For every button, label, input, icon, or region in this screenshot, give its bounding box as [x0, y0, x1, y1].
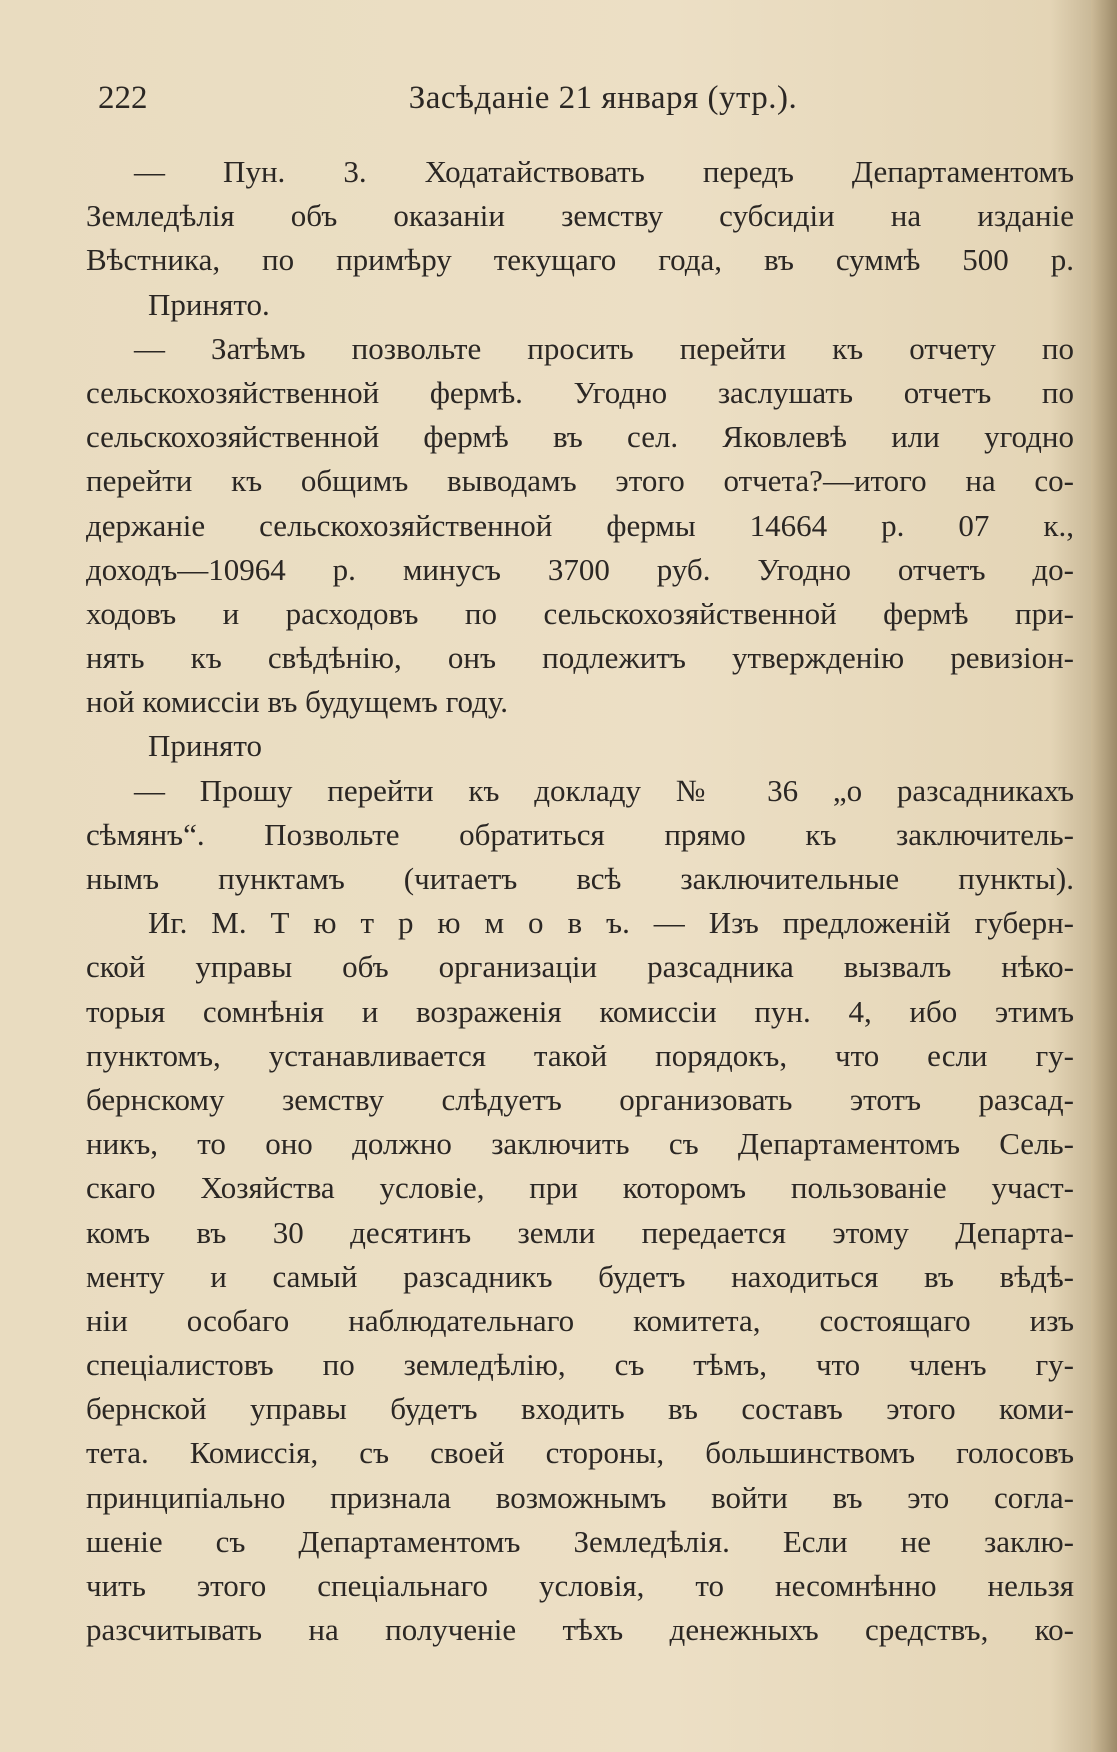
- text-line: — Затѣмъ позвольте просить перейти къ отчету по: [134, 330, 1074, 366]
- text-line: ходовъ и расходовъ по сельскохозяйственной фермѣ при-: [86, 595, 1074, 631]
- text-line: держаніе сельскохозяйственной фермы 14664 р. 07 к.,: [86, 507, 1074, 543]
- text-line: Вѣстника, по примѣру текущаго года, въ суммѣ 500 р.: [86, 242, 1074, 278]
- text-line: комъ въ 30 десятинъ земли передается этому Департа-: [86, 1214, 1074, 1250]
- text-line: сельскохозяйственной фермѣ въ сел. Яковлевѣ или угодно: [86, 419, 1074, 455]
- text-line: Земледѣлія объ оказаніи земству субсидіи на изданіе: [86, 198, 1074, 234]
- text-line: — Пун. 3. Ходатайствовать передъ Департаментомъ: [134, 154, 1074, 189]
- running-title: Засѣданіе 21 января (утр.).: [408, 80, 798, 116]
- text-line: сѣмянъ“. Позвольте обратиться прямо къ заключитель-: [86, 816, 1074, 852]
- text-line: Иг. М. Т ю т р ю м о в ъ. — Изъ предложеній губерн-: [148, 905, 1074, 941]
- text-line: бернской управы будетъ входить въ составъ этого коми-: [86, 1391, 1074, 1427]
- text-line: разсчитывать на полученіе тѣхъ денежныхъ средствъ, ко-: [86, 1612, 1074, 1648]
- text-line: нымъ пунктамъ (читаетъ всѣ заключительные пункты).: [86, 861, 1074, 896]
- text-line: доходъ—10964 р. минусъ 3700 руб. Угодно отчетъ до-: [86, 551, 1074, 587]
- text-line: ской управы объ организаціи разсадника вызвалъ нѣко-: [86, 949, 1074, 985]
- page-edge-shadow: [1091, 0, 1117, 1752]
- text-line: скаго Хозяйства условіе, при которомъ пользованіе участ-: [86, 1170, 1074, 1206]
- text-line: Принято: [148, 728, 262, 764]
- text-line: Принято.: [148, 286, 270, 322]
- text-line: перейти къ общимъ выводамъ этого отчета?—итого на со-: [86, 463, 1074, 499]
- text-line: чить этого спеціальнаго условія, то несомнѣнно нельзя: [86, 1568, 1074, 1603]
- text-line: пунктомъ, устанавливается такой порядокъ, что если гу-: [86, 1037, 1074, 1073]
- text-line: ніи особаго наблюдательнаго комитета, состоящаго изъ: [86, 1302, 1074, 1338]
- text-line: сельскохозяйственной фермѣ. Угодно заслушать отчетъ по: [86, 374, 1074, 410]
- text-line: никъ, то оно должно заключить съ Департаментомъ Сель-: [86, 1126, 1074, 1162]
- text-line: торыя сомнѣнія и возраженія комиссіи пун. 4, ибо этимъ: [86, 993, 1074, 1029]
- text-line: тета. Комиссія, съ своей стороны, большинствомъ голосовъ: [86, 1435, 1074, 1471]
- text-line: нять къ свѣдѣнію, онъ подлежитъ утвержденію ревизіон-: [86, 640, 1074, 676]
- text-line: принципіально признала возможнымъ войти въ это согла-: [86, 1479, 1074, 1515]
- text-line: — Прошу перейти къ докладу № 36 „о разсадникахъ: [134, 772, 1074, 808]
- page-number: 222: [98, 80, 148, 116]
- text-line: менту и самый разсадникъ будетъ находиться въ вѣдѣ-: [86, 1258, 1074, 1294]
- body-text: [86, 150, 1074, 1652]
- text-line: шеніе съ Департаментомъ Земледѣлія. Если не заклю-: [86, 1523, 1074, 1559]
- page-header: [98, 80, 1068, 130]
- text-line: спеціалистовъ по земледѣлію, съ тѣмъ, что членъ гу-: [86, 1347, 1074, 1383]
- text-line: бернскому земству слѣдуетъ организовать этотъ разсад-: [86, 1081, 1074, 1117]
- text-line: ной комиссіи въ будущемъ году.: [86, 684, 509, 720]
